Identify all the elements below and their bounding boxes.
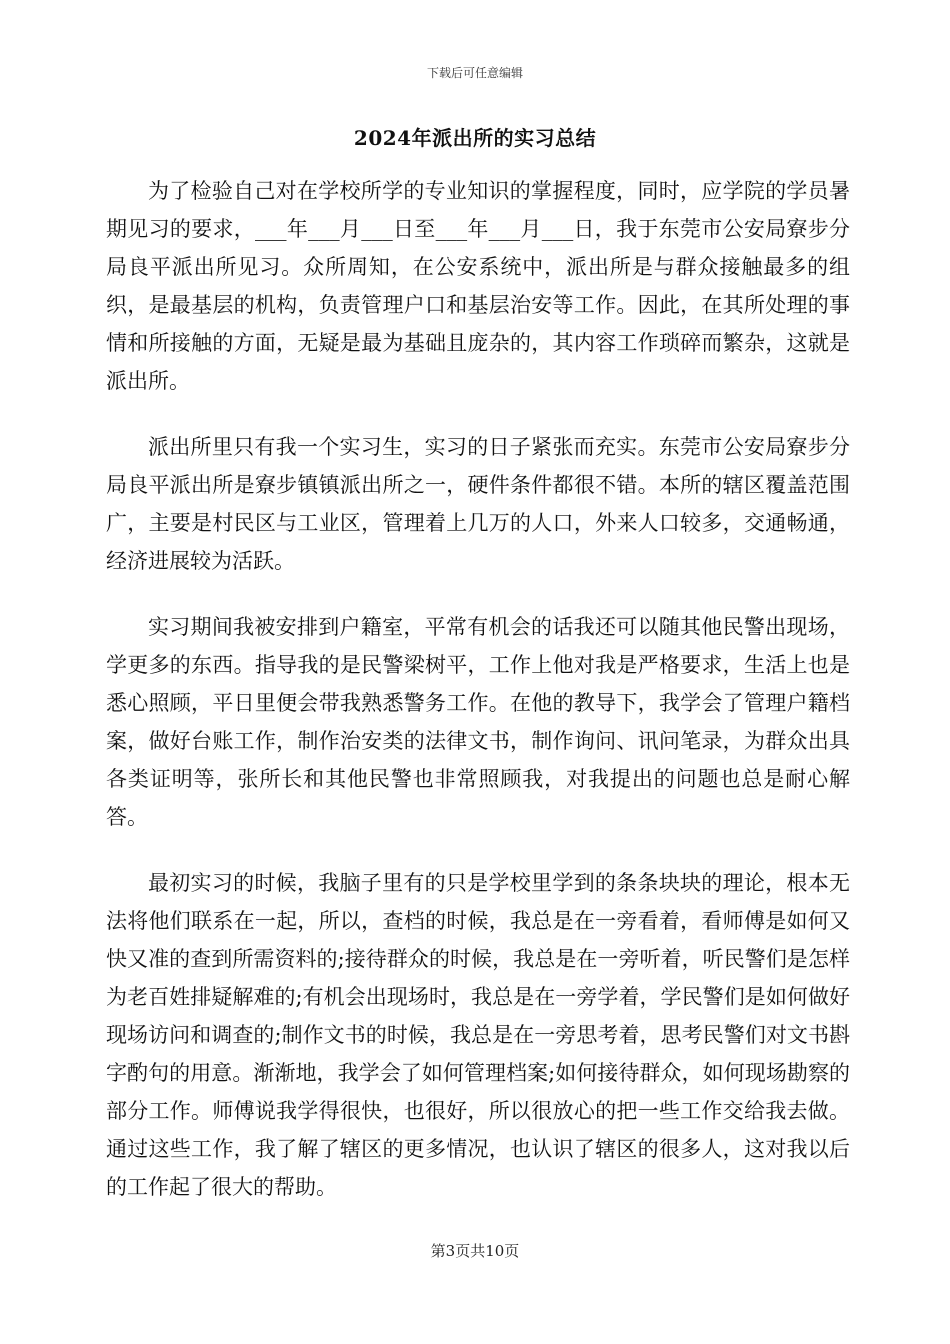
document-body xyxy=(106,172,850,1234)
page-number: 第3页共10页 xyxy=(430,1242,520,1260)
paragraph: 最初实习的时候，我脑子里有的只是学校里学到的条条块块的理论，根本无法将他们联系在一起，所以，查档的时候，我总是在一旁看着，看师傅是如何又快又准的查到所需资料的;接待群众的时候，我总是在一旁听着，听民警们是怎样为老百姓排疑解难的;有机会出现场时，我总是在一旁学着，学民警们是如何做好现场访问和调查的;制作文书的时候，我总是在一旁思考着，思考民警们对文书斟字酌句的用意。渐渐地，我学会了如何管理档案;如何接待群众，如何现场勘察的部分工作。师傅说我学得很快，也很好，所以很放心的把一些工作交给我去做。通过这些工作，我了解了辖区的更多情况，也认识了辖区的很多人，这对我以后的工作起了很大的帮助。 xyxy=(106,871,850,1199)
paragraph: 为了检验自己对在学校所学的专业知识的掌握程度，同时，应学院的学员暑期见习的要求，___年___月___日至___年___月___日，我于东莞市公安局寮步分局良平派出所见习。众所周知，在公安系统中，派出所是与群众接触最多的组织，是最基层的机构，负责管理户口和基层治安等工作。因此，在其所处理的事情和所接触的方面，无疑是最为基础且庞杂的，其内容工作琐碎而繁杂，这就是派出所。 xyxy=(106,179,850,393)
header-note: 下载后可任意编辑 xyxy=(426,66,523,80)
paragraph: 实习期间我被安排到户籍室，平常有机会的话我还可以随其他民警出现场，学更多的东西。指导我的是民警梁树平，工作上他对我是严格要求，生活上也是悉心照顾，平日里便会带我熟悉警务工作。在他的教导下，我学会了管理户籍档案，做好台账工作，制作治安类的法律文书，制作询问、讯问笔录，为群众出具各类证明等，张所长和其他民警也非常照顾我，对我提出的问题也总是耐心解答。 xyxy=(106,615,850,829)
document-title: 2024年派出所的实习总结 xyxy=(353,126,597,150)
paragraph: 派出所里只有我一个实习生，实习的日子紧张而充实。东莞市公安局寮步分局良平派出所是寮步镇镇派出所之一，硬件条件都很不错。本所的辖区覆盖范围广，主要是村民区与工业区，管理着上几万的人口，外来人口较多，交通畅通，经济进展较为活跃。 xyxy=(106,435,850,573)
